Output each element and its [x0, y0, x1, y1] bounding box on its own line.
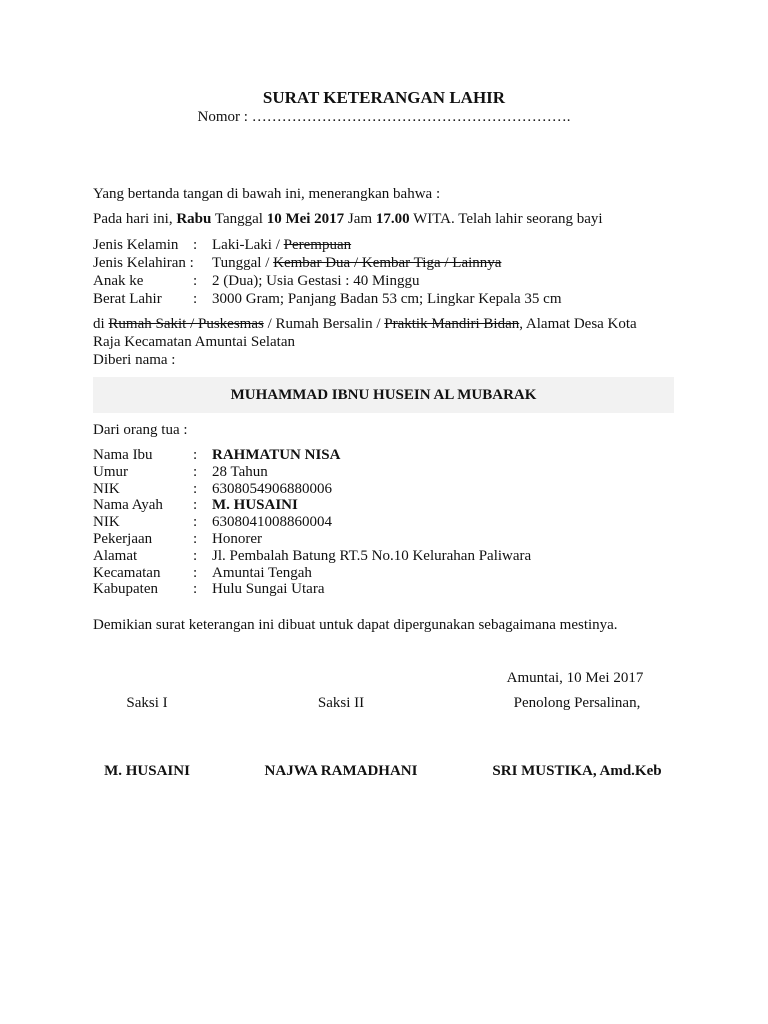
birth-line — [93, 211, 603, 228]
field-label: NIK — [93, 480, 120, 497]
place-date: Amuntai, 10 Mei 2017 — [506, 670, 644, 686]
birth-line-part: Jam — [344, 211, 376, 227]
birth-day: Rabu — [176, 211, 212, 227]
saksi-1-title: Saksi I — [126, 695, 168, 711]
field-label: NIK — [93, 514, 120, 531]
field-colon: : — [193, 291, 198, 307]
field-label: Nama Ayah — [93, 497, 163, 514]
field-value: 3000 Gram; Panjang Badan 53 cm; Lingkar Kepala 35 cm — [212, 291, 562, 307]
penolong-name: SRI MUSTIKA, Amd.Keb — [492, 763, 662, 779]
field-colon: : — [193, 463, 198, 480]
field-colon: : — [193, 447, 198, 463]
field-value-selected: Tunggal / — [212, 255, 274, 271]
field-label: Pekerjaan — [93, 531, 153, 547]
field-label: Nama Ibu — [93, 447, 153, 463]
field-colon: : — [193, 237, 198, 253]
field-value-struck: Perempuan — [283, 237, 352, 253]
closing-text: Demikian surat keterangan ini dibuat untuk dapat dipergunakan sebagaimana mestinya. — [93, 617, 618, 633]
field-value: M. HUSAINI — [212, 497, 298, 514]
field-value: 6308054906880006 — [212, 480, 332, 497]
field-colon: : — [193, 547, 198, 564]
saksi-2-title: Saksi II — [317, 695, 365, 711]
location-part: di — [93, 316, 109, 332]
location-part: / Rumah Bersalin / — [263, 316, 385, 332]
birth-line-part: WITA. Telah lahir seorang bayi — [409, 211, 603, 227]
document-number: Nomor : ………………………………………………………. — [197, 109, 571, 125]
location-struck: Praktik Mandiri Bidan — [384, 316, 520, 332]
field-colon: : — [193, 514, 198, 531]
location-line-2: Raja Kecamatan Amuntai Selatan — [93, 334, 296, 350]
baby-name-box: MUHAMMAD IBNU HUSEIN AL MUBARAK — [93, 377, 674, 413]
birth-date: 10 Mei 2017 — [266, 211, 345, 227]
field-label: Jenis Kelamin — [93, 237, 179, 253]
field-value: Jl. Pembalah Batung RT.5 No.10 Kelurahan Paliwara — [212, 547, 532, 564]
field-value: 28 Tahun — [212, 463, 268, 480]
field-colon: : — [193, 480, 198, 497]
intro-text: Yang bertanda tangan di bawah ini, menerangkan bahwa : — [93, 186, 441, 202]
field-label: Jenis Kelahiran : — [93, 255, 194, 271]
location-line — [93, 316, 637, 333]
field-colon: : — [193, 564, 198, 581]
field-value: Hulu Sungai Utara — [212, 581, 325, 598]
location-part: , Alamat Desa Kota — [519, 316, 637, 332]
field-label: Umur — [93, 463, 128, 480]
field-value: 2 (Dua); Usia Gestasi : 40 Minggu — [212, 273, 420, 289]
field-label: Kabupaten — [93, 581, 158, 598]
location-struck: Rumah Sakit / Puskesmas — [108, 316, 264, 332]
field-value-struck: Kembar Dua / Kembar Tiga / Lainnya — [273, 255, 502, 271]
document-title: SURAT KETERANGAN LAHIR — [262, 88, 506, 107]
field-value: RAHMATUN NISA — [212, 447, 341, 463]
saksi-2-name: NAJWA RAMADHANI — [264, 763, 418, 779]
field-colon: : — [193, 531, 198, 547]
field-value: 6308041008860004 — [212, 514, 332, 531]
field-label: Berat Lahir — [93, 291, 162, 307]
field-value — [212, 237, 351, 254]
birth-line-part: Tanggal — [211, 211, 267, 227]
birth-time: 17.00 — [375, 211, 410, 227]
saksi-1-name: M. HUSAINI — [104, 763, 190, 779]
field-label: Kecamatan — [93, 564, 161, 581]
field-colon: : — [193, 497, 198, 514]
field-colon: : — [193, 581, 198, 598]
field-value: Honorer — [212, 531, 262, 547]
field-colon: : — [193, 273, 198, 289]
field-label: Anak ke — [93, 273, 144, 289]
field-value-selected: Laki-Laki / — [212, 237, 284, 253]
penolong-title: Penolong Persalinan, — [513, 695, 641, 711]
given-name-label: Diberi nama : — [93, 352, 176, 368]
birth-line-part: Pada hari ini, — [93, 211, 177, 227]
field-label: Alamat — [93, 547, 138, 564]
field-value — [212, 255, 501, 272]
field-value: Amuntai Tengah — [212, 564, 312, 581]
parents-intro: Dari orang tua : — [93, 422, 188, 438]
